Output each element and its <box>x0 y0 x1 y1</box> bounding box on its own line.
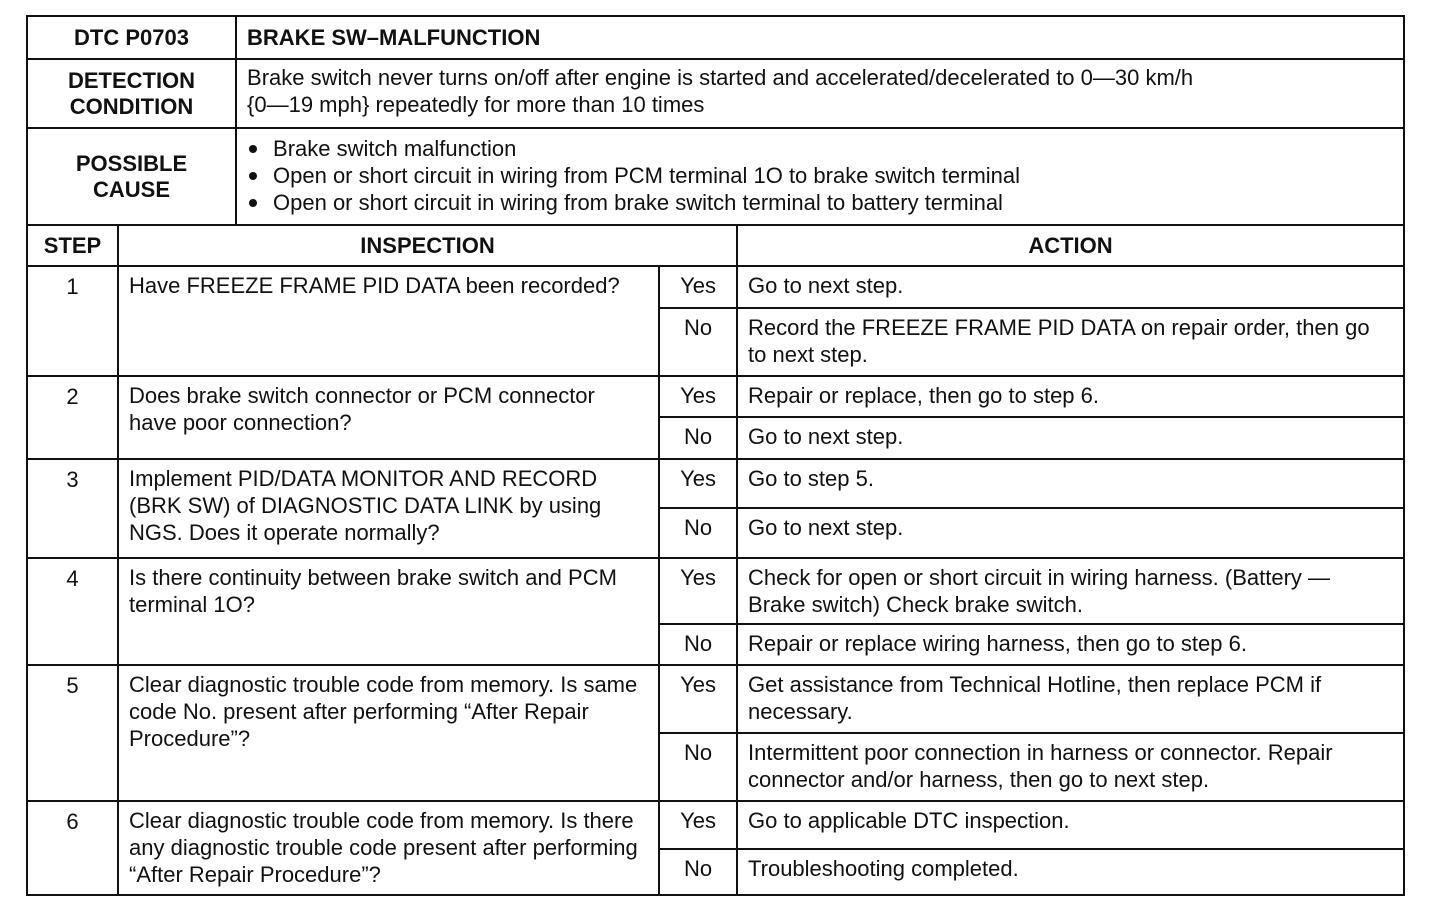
step-number: 3 <box>27 459 118 558</box>
no-action: Go to next step. <box>737 417 1404 459</box>
yes-action: Repair or replace, then go to step 6. <box>737 376 1404 417</box>
yes-label: Yes <box>659 801 737 849</box>
no-label: No <box>659 508 737 558</box>
detection-row <box>27 59 1404 128</box>
no-action: Intermittent poor connection in harness or connector. Repair connector and/or harness, then go to next step. <box>737 733 1404 801</box>
step-number: 2 <box>27 376 118 459</box>
step-inspection: Have FREEZE FRAME PID DATA been recorded? <box>118 266 659 376</box>
step-inspection: Does brake switch connector or PCM connector have poor connection? <box>118 376 659 459</box>
dtc-table <box>26 15 1405 896</box>
detection-text-line2: {0—19 mph} repeatedly for more than 10 times <box>247 92 705 117</box>
bullet-icon <box>249 172 257 180</box>
detection-label-line1: DETECTION <box>67 67 196 93</box>
dtc-code: DTC P0703 <box>27 16 236 59</box>
step-row <box>27 459 1404 508</box>
no-action: Troubleshooting completed. <box>737 849 1404 895</box>
step-number: 5 <box>27 665 118 801</box>
cause-item: Brake switch malfunction <box>241 135 1393 162</box>
yes-action: Go to step 5. <box>737 459 1404 508</box>
no-label: No <box>659 308 737 376</box>
cause-label-line1: POSSIBLE <box>75 150 188 176</box>
no-label: No <box>659 733 737 801</box>
step-row <box>27 266 1404 308</box>
no-action: Record the FREEZE FRAME PID DATA on repair order, then go to next step. <box>737 308 1404 376</box>
yes-label: Yes <box>659 459 737 508</box>
dtc-title: BRAKE SW–MALFUNCTION <box>236 16 1404 59</box>
bullet-icon <box>249 145 257 153</box>
yes-action: Go to applicable DTC inspection. <box>737 801 1404 849</box>
step-column-header: STEP <box>27 225 118 266</box>
yes-action: Check for open or short circuit in wiring harness. (Battery — Brake switch) Check brake switch. <box>737 558 1404 624</box>
step-row <box>27 558 1404 624</box>
step-inspection: Is there continuity between brake switch and PCM terminal 1O? <box>118 558 659 665</box>
step-number: 6 <box>27 801 118 895</box>
bullet-icon <box>249 199 257 207</box>
cause-label-line2: CAUSE <box>93 176 171 202</box>
dtc-document <box>26 15 1403 896</box>
no-label: No <box>659 849 737 895</box>
detection-label-line2: CONDITION <box>69 93 194 119</box>
yes-action: Get assistance from Technical Hotline, then replace PCM if necessary. <box>737 665 1404 733</box>
possible-cause-row <box>27 128 1404 225</box>
yes-label: Yes <box>659 558 737 624</box>
dtc-row <box>27 16 1404 59</box>
yes-action: Go to next step. <box>737 266 1404 308</box>
column-header-row <box>27 225 1404 266</box>
yes-label: Yes <box>659 665 737 733</box>
possible-cause-list <box>236 128 1404 225</box>
step-inspection: Clear diagnostic trouble code from memory. Is same code No. present after performing “After Repair Procedure”? <box>118 665 659 801</box>
yes-label: Yes <box>659 266 737 308</box>
step-number: 4 <box>27 558 118 665</box>
action-column-header: ACTION <box>737 225 1404 266</box>
step-row <box>27 665 1404 733</box>
step-row <box>27 376 1404 417</box>
step-inspection: Clear diagnostic trouble code from memory. Is there any diagnostic trouble code present after performing “After Repair Procedure”? <box>118 801 659 895</box>
inspection-column-header: INSPECTION <box>118 225 737 266</box>
detection-text <box>236 59 1404 128</box>
possible-cause-label <box>27 128 236 225</box>
yes-label: Yes <box>659 376 737 417</box>
no-action: Repair or replace wiring harness, then go to step 6. <box>737 624 1404 665</box>
step-row <box>27 801 1404 849</box>
step-number: 1 <box>27 266 118 376</box>
no-action: Go to next step. <box>737 508 1404 558</box>
no-label: No <box>659 417 737 459</box>
cause-item: Open or short circuit in wiring from PCM terminal 1O to brake switch terminal <box>241 162 1393 189</box>
step-inspection: Implement PID/DATA MONITOR AND RECORD (BRK SW) of DIAGNOSTIC DATA LINK by using NGS. Does it operate normally? <box>118 459 659 558</box>
detection-text-line1: Brake switch never turns on/off after engine is started and accelerated/decelerated to 0—30 km/h <box>247 65 1194 90</box>
detection-label <box>27 59 236 128</box>
cause-item: Open or short circuit in wiring from brake switch terminal to battery terminal <box>241 189 1393 216</box>
no-label: No <box>659 624 737 665</box>
